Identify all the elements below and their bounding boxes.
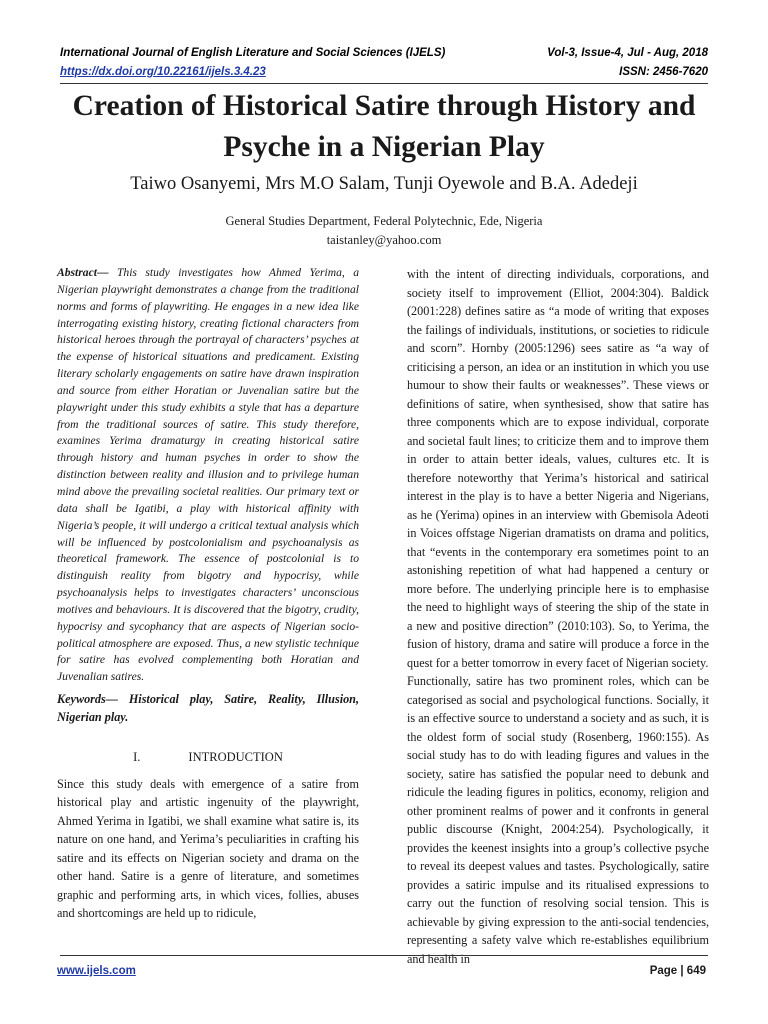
issn: ISSN: 2456-7620 xyxy=(619,66,708,78)
footer-rule xyxy=(60,955,708,956)
authors: Taiwo Osanyemi, Mrs M.O Salam, Tunji Oyewole and B.A. Adedeji xyxy=(130,174,638,194)
abstract xyxy=(57,265,359,686)
journal-name: International Journal of English Literature and Social Sciences (IJELS) xyxy=(60,47,446,59)
section-number: I. xyxy=(133,750,141,765)
doi-link[interactable]: https://dx.doi.org/10.22161/ijels.3.4.23 xyxy=(60,66,266,78)
email: taistanley@yahoo.com xyxy=(326,233,442,247)
header-rule xyxy=(60,83,708,84)
abstract-label: Abstract— xyxy=(57,266,109,279)
intro-paragraph-left: Since this study deals with emergence of a satire from historical play and artistic ingenuity of the playwright, Ahmed Yerima in Igatibi, we shall examine what satire is, its nature on one hand, and Yerima’s peculiarities in crafting his satire and its effects on Nigerian society and drama on the other hand. Satire is a genre of literature, and sometimes graphic and performing arts, in which vices, follies, abuses and shortcomings are held up to ridicule, xyxy=(57,776,359,921)
keywords-label: Keywords— xyxy=(57,692,118,707)
keywords-text: Historical play, Satire, Reality, Illusion, Nigerian play. xyxy=(57,692,360,725)
affiliation: General Studies Department, Federal Polytechnic, Ede, Nigeria xyxy=(225,214,543,228)
intro-paragraph-right-2: Functionally, satire has two prominent roles, which can be categorised as social and psychological functions. Socially, it is an effective source to understand a society and as such, it is the oldest form of social study (Rosenberg, 1960:155). As social study has to do with leading figures and values in the society, satire has satisfied the popular need to debunk and ridicule the leading figures in politics, economy, religion and other prominent realms of power and it confronts in general public discourse (Knight, 2004:254). Psychologically, it provides the keenest insights into a group’s collective psyche to reveal its deepest values and tastes. Psychologically, satire provides a satiric impulse and its ritualised expressions to carry out the function of resolving social tension. This is achievable by giving expression to the anti-social tendencies, representing a safety valve which re-establishes equilibrium and health in xyxy=(407,674,709,966)
page-number: Page | 649 xyxy=(649,965,706,977)
right-column xyxy=(407,265,709,968)
volume-info: Vol-3, Issue-4, Jul - Aug, 2018 xyxy=(547,47,708,59)
intro-paragraph-right-1: with the intent of directing individuals, corporations, and society itself to improvement (Elliot, 2004:304). Baldick (2001:228) defines satire as “a mode of writing that exposes the failings of individuals, institutions, or societies to ridicule and scorn”. Hornby (2005:1296) sees satire as “a way of criticising a person, an idea or an institution in which you use humour to show their faults or weaknesses”. These views or definitions of satire, when synthesised, show that satire has three components which are to expose individual, corporate and societal fault lines; to criticize them and to improve them in order to attain better ideals, values, cultures etc. It is therefore noteworthy that Yerima’s historical and satirical interest in the play is to have a better Nigeria and Nigerians, as he (Yerima) opines in an interview with Gbemisola Adeoti in Voices offstage Nigerian dramatists on drama and politics, that “events in the contemporary era sometimes point to an astonishing repetition of what had happened a century or more before. The underlying principle here is to emphasise the need to highlight ways of steering the ship of the state in a new and positive direction” (2010:103). So, to Yerima, the fusion of history, drama and satire will produce a force in the quest for a better tomorrow in every facet of Nigerian society. xyxy=(407,267,709,670)
website-link[interactable]: www.ijels.com xyxy=(57,965,136,977)
section-title: INTRODUCTION xyxy=(188,750,283,765)
affiliation-block xyxy=(40,212,728,250)
section-heading xyxy=(57,748,359,767)
keywords xyxy=(57,690,359,726)
abstract-text: This study investigates how Ahmed Yerima, a Nigerian playwright demonstrates a change from the traditional norms and forms of playwriting. He engages in a new idea like interrogating existing history, creating fictional characters from historical heroes through the portrayal of characters’ psyches at the expense of historical situations and predicament. Existing literary scholarly engagements on satire have drawn inspiration and source from either Horatian or Juvenalian satire but the playwright under this study exhibits a style that has a departure from the traditional sources of satire. This study therefore, examines Yerima dramaturgy in creating historical satire through history and human psyches in order to show the distinction between reality and illusion and to privilege human mind above the prevailing societal realities. Our primary text or data shall be Igatibi, a play with historical affinity with Nigeria’s people, it will undergo a critical textual analysis which will be influenced by postcolonialism and psychoanalysis as theoretical framework. The essence of postcolonial is to distinguish reality from bigotry and hypocrisy, while psychoanalysis helps to investigates characters’ unconscious motives and behaviours. It is discovered that the bigotry, crudity, hypocrisy and sycophancy that are aspects of Nigerian socio-political atmosphere are exposed. Thus, a new stylistic technique for satire has evolved complementing both Horatian and Juvenalian satires. xyxy=(57,266,359,684)
left-column xyxy=(57,265,359,923)
paper-title: Creation of Historical Satire through History and Psyche in a Nigerian Play xyxy=(72,90,696,163)
